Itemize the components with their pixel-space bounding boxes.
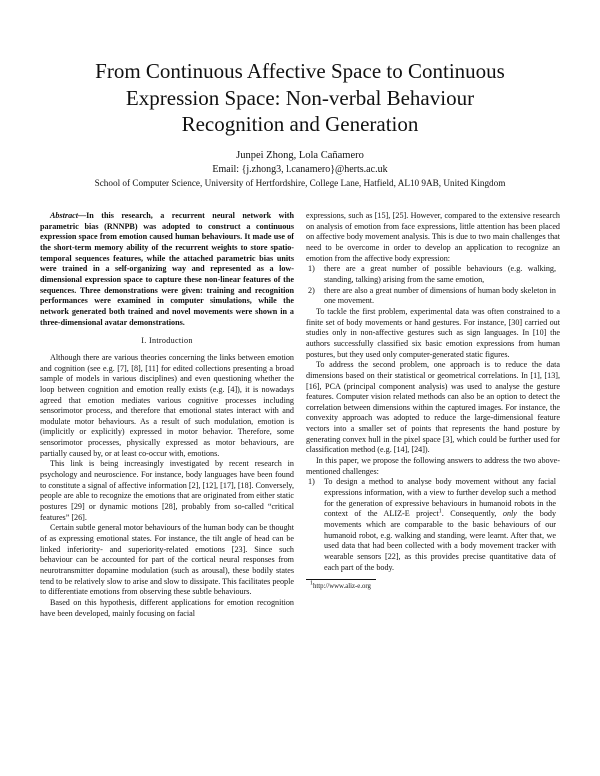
paper-title [30, 58, 570, 138]
challenge-list [306, 264, 560, 307]
paragraph: Certain subtle general motor behaviours of the human body can be thought of as expressing emotional states. For instance, the tilt angle of head can be linked inferiority- and superiority-related emotions [23]. Since such behaviour can be accounted for part of the cortical neural responses from neurotransmitter dopamine modulation (such as arousal), these bodily states tend to be relatively slow to arise and slow to dissipate. This facilitates people to differentiate emotions from observing these subtle behaviours. [40, 523, 294, 597]
answer-list [306, 477, 560, 573]
abstract-text: —In this research, a recurrent neural network with parametric bias (RNNPB) was adopted to construct a continuous expression space from emotion caused human behaviours. It made use of the short-term memory ability of the recurrent weights to store spatio-temporal sequences features, while the attached parametric bias units were trained in a self-organizing way and represented as a low-dimensional expression space to capture these non-linear features of the sequences. Three demonstrations were given: training and recognition performances were examined in computer simulations, while the network generated both trained and novel movements were shown in a three-dimensional avatar demonstrations. [40, 211, 294, 327]
footnote-url[interactable]: http://www.aliz-e.org [313, 583, 371, 591]
list-item [306, 477, 560, 573]
left-column [40, 211, 294, 619]
abstract-lead: Abstract [50, 211, 78, 220]
paragraph: This link is being increasingly investigated by recent research in psychology and neuroscience. For instance, body languages have been found to constitute a signal of affective information [2], [12], [17], [18]. Conversely, people are able to recognize the emotions that are originated from either static postures [29] or dynamic motions [28], probably from so-called “critical features” [26]. [40, 459, 294, 522]
list-text: there are a great number of possible behaviours (e.g. walking, standing, talking) arising from the same emotion, [324, 264, 556, 284]
title-line: From Continuous Affective Space to Continuous [95, 59, 505, 83]
footnote-marker: 1 [438, 508, 442, 515]
footnote-rule [306, 579, 376, 580]
list-number: 2) [308, 285, 315, 295]
footnote [306, 582, 560, 591]
paragraph: expressions, such as [15], [25]. However, compared to the extensive research on analysis of emotion from face expressions, little attention has been placed on affective body movement analysis. This is due to two main challenges that need to be overcome in order to develop an application to recognize an emotion from the affective body expression: [306, 211, 560, 263]
authors: Junpei Zhong, Lola Cañamero [236, 150, 364, 161]
list-number: 1) [308, 477, 315, 487]
list-text: the body movements which are comparable to the basic behaviours of our humanoid robot, e.g. walking and standing, were learnt. After that, we used data that had been collected with a body movement tracker with wearable sensors [22], as this provides precise quantitative data of each part of the body. [324, 509, 557, 572]
list-text: To design a method to analyse body movement without any facial expressions information, with a view to further develop such a method for the generation of expressive behaviours in humanoid robots in the context of the ALIZ-E project [324, 477, 556, 519]
paragraph: Although there are various theories concerning the links between emotion and cognition (see e.g. [7], [8], [11] for edited collections presenting a broad sample of models in various disciplines) and even questioning whether the loop between cognition and emotion really exists (e.g. [4]), it is nowadays agreed that emotion mediates various cognitive processes including sensorimotor process, and therefore that emotional states interact with and modulate motor behaviours. As a result of such modulation, emotion is (implicitly or explicitly) expressed in motor behavior. Therefore, some sensorimotor processes, physically expressed as motor behaviours, are partially caused by, or at least co-occur with, emotions. [40, 352, 294, 458]
title-line: Expression Space: Non-verbal Behaviour [125, 85, 475, 110]
title-line: Recognition and Generation [181, 112, 419, 136]
list-text: . Consequently, [441, 509, 503, 519]
paragraph: To tackle the first problem, experimental data was often constrained to a finite set of body movements or hand gestures. For instance, [30] carried out studies only in non-affective gestures such as sign languages. In [10] the authors successfully classified six basic emotion expressions from human postures, but they used only computer-generated static figures. [306, 306, 560, 359]
list-number: 1) [308, 264, 315, 274]
list-text: there are also a great number of dimensions of human body skeleton in one movement. [324, 285, 556, 306]
paragraph: In this paper, we propose the following answers to address the two above-mentioned challenges: [306, 456, 560, 476]
list-item [306, 264, 560, 285]
emphasis: only [502, 509, 517, 519]
right-column [306, 211, 560, 591]
author-email: Email: {j.zhong3, l.canamero}@herts.ac.uk [212, 164, 388, 175]
section-heading: I. Introduction [141, 336, 193, 346]
abstract [40, 211, 294, 328]
footnote-number: 1 [310, 581, 313, 588]
paragraph: Based on this hypothesis, different applications for emotion recognition have been developed, mainly focusing on facial [40, 597, 294, 618]
affiliation: School of Computer Science, University of Hertfordshire, College Lane, Hatfield, AL10 9AB, United Kingdom [94, 178, 506, 188]
list-item [306, 286, 560, 307]
paragraph: To address the second problem, one approach is to reduce the data dimensions based on their statistical or geometrical correlations. In [1], [13], [16], PCA (principal component analysis) was used to analyse the gesture features. Computer vision related methods can also be an option to detect the correlation between dimensions within the captured images. For instance, the convexity approach was adopted to reduce the large-dimensional feature vectors into a smaller set of points that represents the hand posture by generating convex hull in the pixel space [3], which could be further used for classification method (e.g. [14], [24]). [306, 360, 560, 455]
